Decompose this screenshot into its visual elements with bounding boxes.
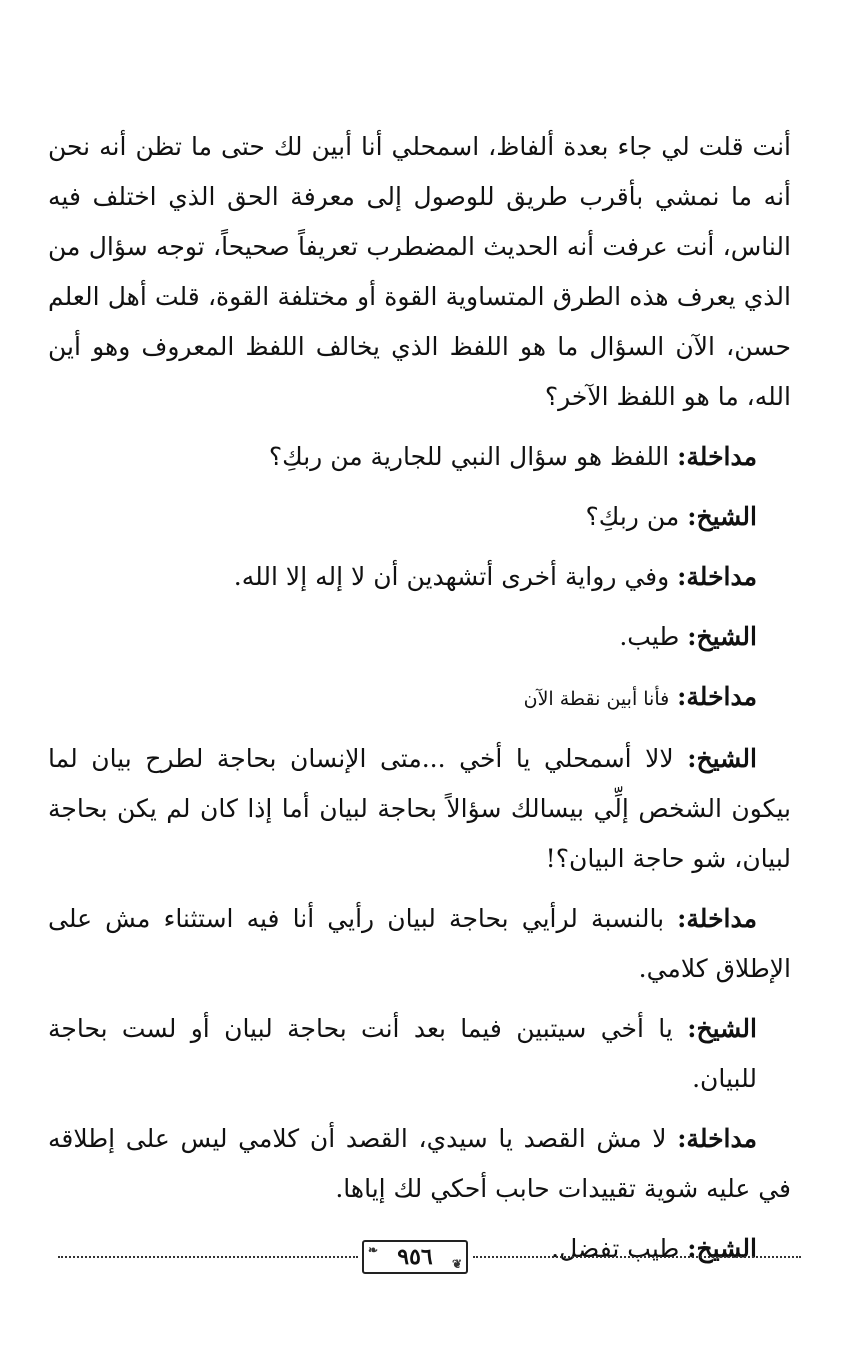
speaker-label: مداخلة: (677, 904, 757, 933)
dialog-line (48, 552, 791, 602)
dialog-text: طيب. (619, 622, 680, 651)
dialog-line (48, 432, 791, 482)
dialog-text: طيب تفضل. (551, 1234, 680, 1263)
speaker-label: مداخلة: (677, 682, 757, 711)
speaker-label: الشيخ: (687, 1014, 757, 1043)
page-number: ٩٥٦ (397, 1244, 433, 1270)
dialog-text: فأنا أبين نقطة الآن (523, 688, 670, 710)
intro-paragraph (48, 122, 791, 422)
speaker-label: مداخلة: (677, 1124, 758, 1153)
dialog-line (48, 734, 791, 884)
page-body (48, 122, 791, 1274)
dialog-text: اللفظ هو سؤال النبي للجارية من ربكِ؟ (268, 442, 670, 471)
speaker-label: الشيخ: (687, 1234, 757, 1263)
dialog-line (48, 1114, 791, 1214)
ornament-icon: ❦ (451, 1257, 462, 1271)
speaker-label: الشيخ: (687, 744, 757, 773)
speaker-label: الشيخ: (687, 622, 757, 651)
dialog-text: بالنسبة لرأيي بحاجة لبيان رأيي أنا فيه استثناء مش على الإطلاق كلامي. (48, 904, 791, 983)
footer-dotted-rule (58, 1256, 358, 1258)
speaker-label: مداخلة: (677, 562, 757, 591)
ornament-icon: ❧ (368, 1243, 379, 1257)
dialog-text: لالا أسمحلي يا أخي ...متى الإنسان بحاجة لطرح بيان لما بيكون الشخص إلِّي بيسالك سؤالاً بحاجة لبيان أما إذا كان لم يكن بحاجة لبيان، شو حاجة البيان؟! (48, 744, 791, 873)
speaker-label: مداخلة: (677, 442, 757, 471)
page-number-frame (362, 1240, 468, 1274)
speaker-label: الشيخ: (687, 502, 757, 531)
page-footer (58, 1240, 801, 1280)
dialog-line (48, 894, 791, 994)
paragraph-text: أنت قلت لي جاء بعدة ألفاظ، اسمحلي أنا أبين لك حتى ما تظن أنه نحن أنه ما نمشي بأقرب طريق للوصول إلى معرفة الحق الذي اختلف فيه الناس، أنت عرفت أنه الحديث المضطرب تعريفاً صحيحاً، توجه سؤال من الذي يعرف هذه الطرق المتساوية القوة أو مختلفة القوة، قلت أهل العلم حسن، الآن السؤال ما هو اللفظ الذي يخالف اللفظ المعروف وهو أين الله، ما هو اللفظ الآخر؟ (48, 132, 791, 411)
dialog-text: وفي رواية أخرى أتشهدين أن لا إله إلا الله. (233, 562, 670, 591)
footer-dotted-rule (473, 1256, 801, 1258)
dialog-line (48, 672, 791, 724)
dialog-line (48, 612, 791, 662)
dialog-text: من ربكِ؟ (585, 502, 680, 531)
dialog-line (48, 1004, 791, 1104)
dialog-text: يا أخي سيتبين فيما بعد أنت بحاجة لبيان أو لست بحاجة للبيان. (48, 1014, 757, 1093)
dialog-text: لا مش القصد يا سيدي، القصد أن كلامي ليس على إطلاقه في عليه شوية تقييدات حابب أحكي لك إياها. (48, 1124, 791, 1203)
dialog-line (48, 492, 791, 542)
